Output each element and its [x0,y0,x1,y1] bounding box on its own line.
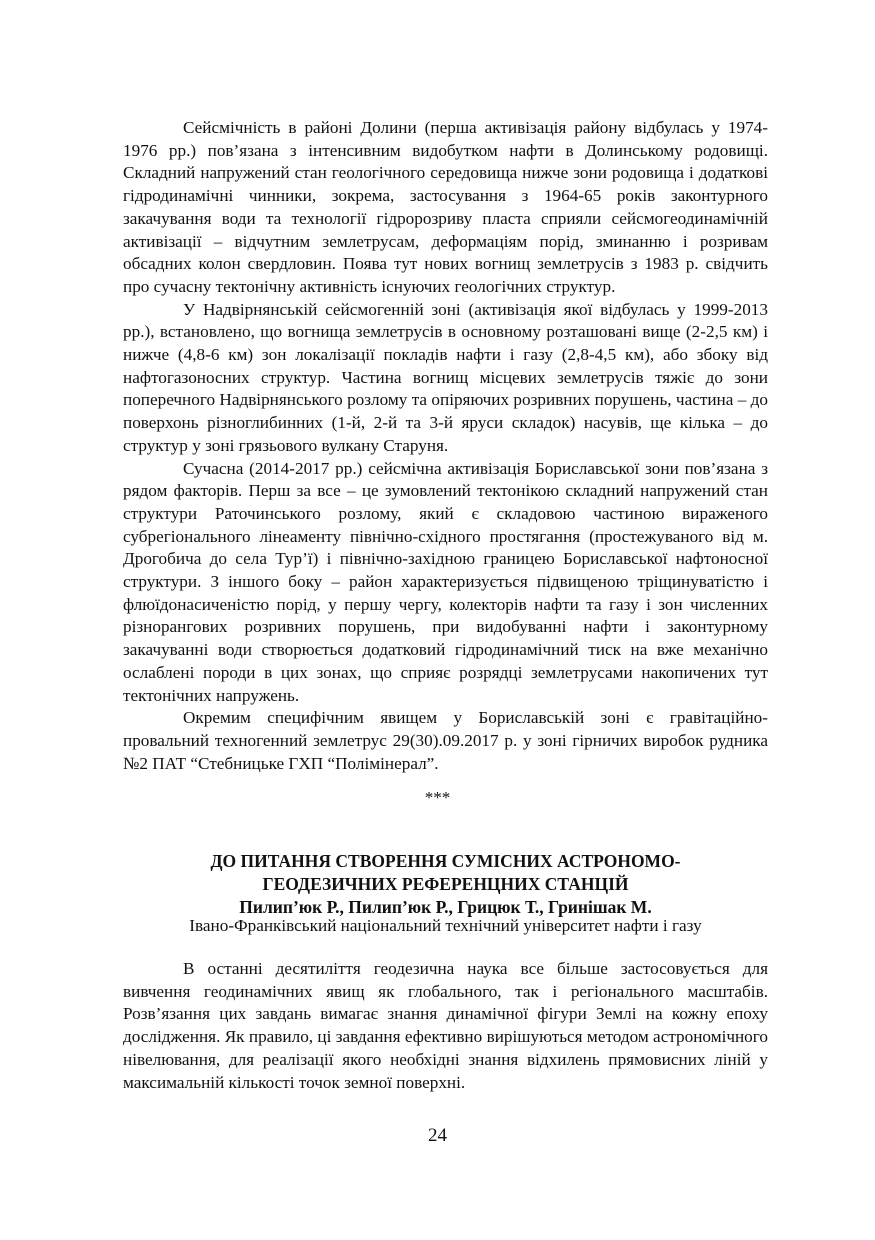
page-number: 24 [428,1125,447,1146]
article-title-line-1: ДО ПИТАННЯ СТВОРЕННЯ СУМІСНИХ АСТРОНОМО- [210,851,681,871]
article-title-line-2: ГЕОДЕЗИЧНИХ РЕФЕРЕНЦНИХ СТАНЦІЙ [262,874,629,894]
section-separator: *** [424,788,451,807]
article-paragraph: В останні десятиліття геодезична наука все більше застосовується для вивчення геодинамічних явищ як глобального, так і регіонального масштабів. Розв’язання цих завдань вимагає знання динамічної фігури Землі на кожну епоху дослідження. Як правило, ці завдання ефективно вирішуються методом астрономічного нівелювання, для реалізації якого необхідні знання відхилень прямовисних ліній у максимальній кількості точок земної поверхні. [123,959,768,1092]
article-affiliation: Івано-Франківський національний технічний університет нафти і газу [189,916,702,935]
article-body [123,958,768,1094]
paragraph-dolyna: Сейсмічність в районі Долини (перша активізація району відбулась у 1974-1976 рр.) пов’язана з інтенсивним видобутком нафти в Долинському родовищі. Складний напружений стан геологічного середовища нижче зони родовища і додаткові гідродинамічні чинники, зокрема, застосування з 1964-65 років законтурного закачування води та технології гідророзриву пласта сприяли сейсмогеодинамічній активізації – відчутним землетрусам, деформаціям порід, зминанню і розривам обсадних колон свердловин. Поява тут нових вогнищ землетрусів з 1983 р. свідчить про сучасну тектонічну активність існуючих геологічних структур. [123,118,768,296]
body-text [123,117,768,775]
paragraph-boryslav: Сучасна (2014-2017 рр.) сейсмічна активізація Бориславської зони пов’язана з рядом факторів. Перш за все – це зумовлений тектонікою складний напружений стан структури Раточинського розлому, який є складовою частиною вираженого субрегіонального лінеаменту північно-східного простягання (простежуваного від м. Дрогобича до села Тур’ї) і північно-західною границею Бориславської нафтоносної структури. З іншого боку – район характеризується підвищеною тріщинуватістю і флюїдонасиченістю порід, у першу чергу, колекторів нафти та газу і зон численних різнорангових розривних порушень, при видобуванні нафти і законтурному закачуванні води створюється додатковий гідродинамічний тиск на вже механічно ослаблені породи в цих зонах, що сприяє розрядці землетрусами накопичених тут тектонічних напружень. [123,458,768,705]
article-authors: Пилип’юк Р., Пилип’юк Р., Грицюк Т., Гринішак М. [239,897,652,917]
article-title [123,850,768,919]
paragraph-earthquake-2017: Окремим специфічним явищем у Бориславській зоні є гравітаційно-провальний техногенний землетрус 29(30).09.2017 р. у зоні гірничих виробок рудника №2 ПАТ “Стебницьке ГХП “Полімінерал”. [123,708,768,773]
paragraph-nadvirna: У Надвірнянській сейсмогенній зоні (активізація якої відбулась у 1999-2013 рр.), встановлено, що вогнища землетрусів в основному розташовані вище (2-2,5 км) і нижче (4,8-6 км) зон локалізації покладів нафти і газу (2,8-4,5 км), або збоку від нафтогазоносних структур. Частина вогнищ місцевих землетрусів тяжіє до зони поперечного Надвірнянського розлому та опіряючих розривних порушень, частина – до поверхонь різноглибинних (1-й, 2-й та 3-й яруси складок) насувів, ще кілька – до структур у зоні грязьового вулкану Старуня. [123,299,768,455]
